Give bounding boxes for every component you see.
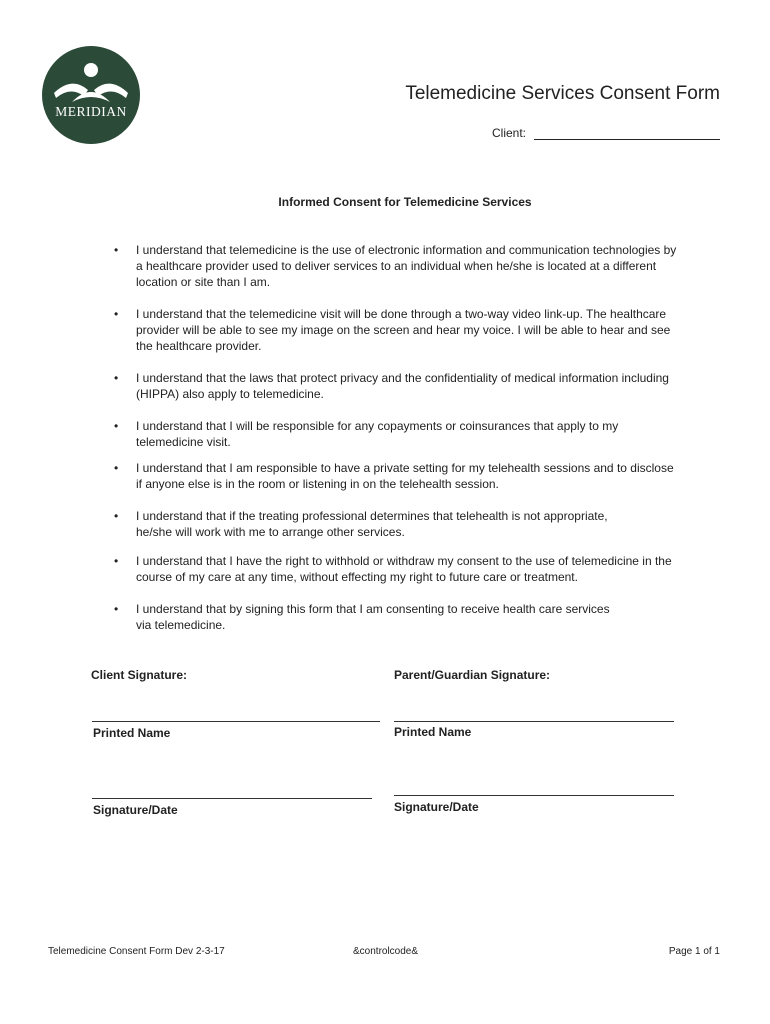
footer-form-version: Telemedicine Consent Form Dev 2-3-17	[48, 946, 225, 957]
client-printed-name-line[interactable]	[92, 721, 380, 722]
bullet-icon: •	[114, 307, 119, 321]
form-title: Telemedicine Services Consent Form	[405, 83, 720, 104]
guardian-printed-name-line[interactable]	[394, 721, 674, 722]
consent-item	[114, 601, 626, 633]
client-signature-line[interactable]	[92, 798, 372, 799]
bullet-icon: •	[114, 602, 119, 616]
guardian-signature-heading: Parent/Guardian Signature:	[394, 668, 551, 682]
consent-item	[114, 460, 681, 492]
client-field	[492, 126, 720, 140]
footer-page-number: Page 1 of 1	[668, 946, 720, 957]
bullet-icon: •	[114, 243, 119, 257]
consent-item-text: I understand that if the treating professional determines that telehealth is not appropriate, he/she will work with me to arrange other services.	[136, 509, 608, 539]
client-signature-heading: Client Signature:	[91, 668, 188, 682]
guardian-signature-line[interactable]	[394, 795, 674, 796]
consent-item-text: I understand that the telemedicine visit will be done through a two-way video link-up. The healthcare provider will be able to see my image on the screen and hear my voice. I will be able to hear and see the healthcare provider.	[136, 307, 671, 353]
consent-item-text: I understand that the laws that protect privacy and the confidentiality of medical information including (HIPPA) also apply to telemedicine.	[136, 371, 669, 401]
client-signature-date-label: Signature/Date	[93, 803, 178, 817]
bullet-icon: •	[114, 554, 119, 568]
consent-item-text: I understand that I have the right to withhold or withdraw my consent to the use of telemedicine in the course of my care at any time, without effecting my right to future care or treatment.	[136, 554, 672, 584]
bullet-icon: •	[114, 509, 119, 523]
footer-control-code: &controlcode&	[353, 946, 419, 957]
consent-item	[114, 306, 681, 354]
client-printed-name-label: Printed Name	[93, 726, 171, 740]
guardian-printed-name-label: Printed Name	[394, 725, 472, 739]
guardian-signature-date-label: Signature/Date	[394, 800, 479, 814]
bullet-icon: •	[114, 371, 119, 385]
consent-item-text: I understand that by signing this form that I am consenting to receive health care services via telemedicine.	[136, 602, 610, 632]
logo-wordmark: MERIDIAN	[55, 104, 127, 119]
consent-item-text: I understand that I will be responsible for any copayments or coinsurances that apply to my telemedicine visit.	[136, 419, 619, 449]
client-label: Client:	[491, 126, 526, 140]
bullet-icon: •	[114, 461, 119, 475]
consent-item-text: I understand that I am responsible to have a private setting for my telehealth sessions and to disclose if anyone else is in the room or listening in on the telehealth session.	[136, 461, 674, 491]
bullet-icon: •	[114, 419, 119, 433]
consent-item-text: I understand that telemedicine is the use of electronic information and communication technologies by a healthcare provider used to deliver services to an individual when he/she is located at a different location or site than I am.	[136, 243, 677, 289]
meridian-logo	[42, 46, 140, 144]
logo-graphic	[42, 46, 140, 144]
consent-item	[114, 370, 681, 402]
consent-item	[114, 242, 681, 290]
consent-item	[114, 418, 681, 450]
section-heading: Informed Consent for Telemedicine Services	[278, 195, 532, 209]
client-input-line[interactable]	[534, 127, 720, 140]
consent-item	[114, 508, 616, 540]
consent-item	[114, 553, 681, 585]
